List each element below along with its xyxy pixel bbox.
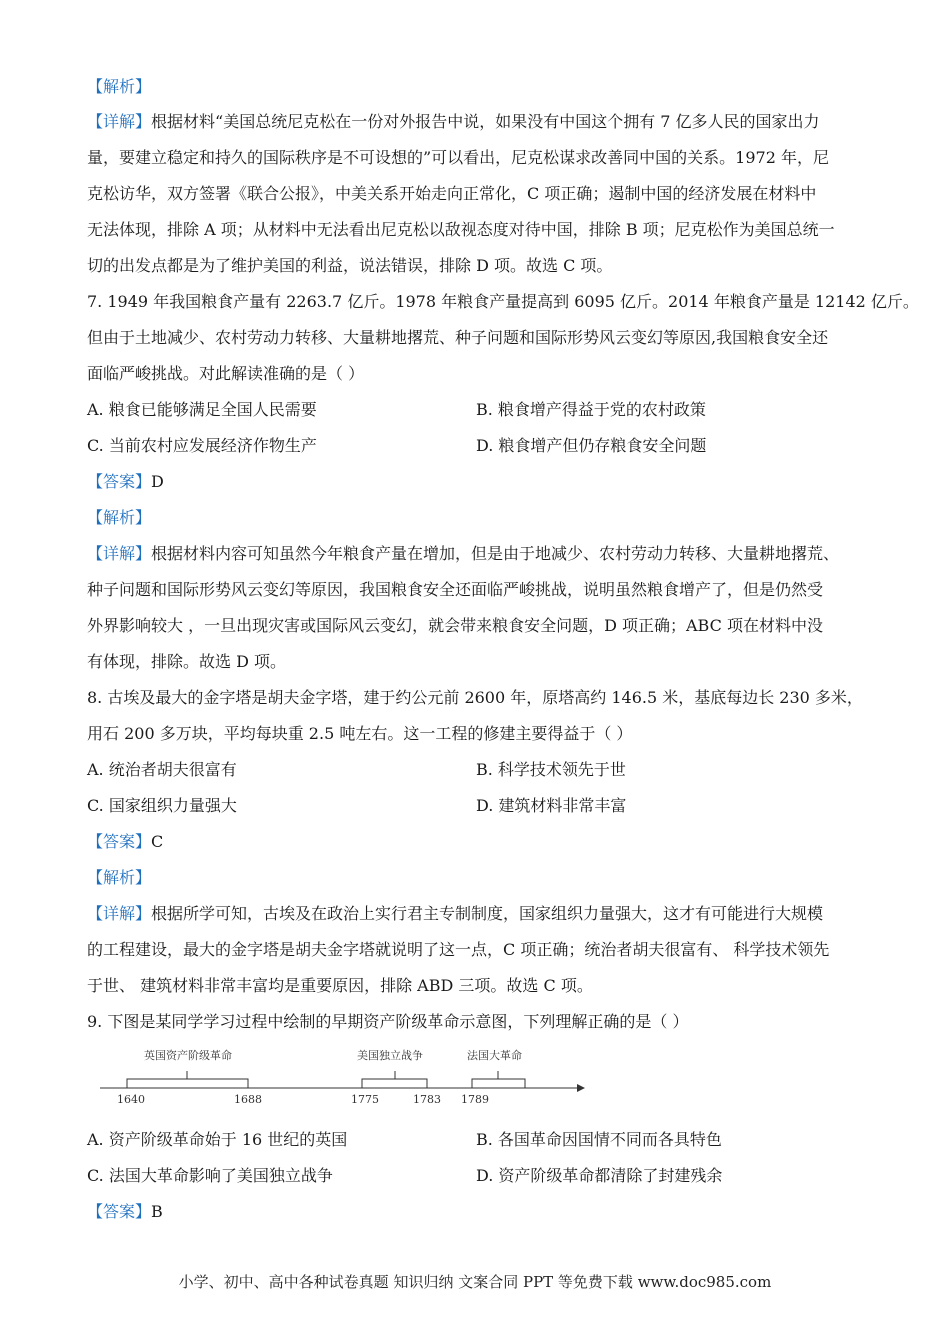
detail-line: 的工程建设，最大的金字塔是胡夫金字塔就说明了这一点，C 项正确；统治者胡夫很富有、 科学技术领先 (87, 940, 830, 959)
option-a: A. 统治者胡夫很富有 (87, 760, 237, 779)
timeline-label-french: 法国大革命 (467, 1049, 522, 1062)
question-stem: 面临严峻挑战。对此解读准确的是（ ） (87, 364, 365, 383)
option-d: D. 建筑材料非常丰富 (476, 796, 627, 815)
detail-line: 【详解】根据所学可知，古埃及在政治上实行君主专制制度，国家组织力量强大，这才有可能进行大规模 (87, 904, 824, 923)
detail-line: 【详解】根据材料“美国总统尼克松在一份对外报告中说，如果没有中国这个拥有 7 亿多人民的国家出力 (87, 112, 820, 131)
timeline-year: 1688 (234, 1093, 262, 1106)
detail-line: 无法体现，排除 A 项；从材料中无法看出尼克松以敌视态度对待中国，排除 B 项；尼克松作为美国总统一 (87, 220, 835, 239)
timeline-arrow (577, 1084, 585, 1092)
timeline-year: 1783 (413, 1093, 441, 1106)
option-d: D. 粮食增产但仍存粮食安全问题 (476, 436, 707, 455)
revolution-timeline-diagram (95, 1040, 595, 1110)
bracket-french-revolution (472, 1079, 525, 1088)
option-b: B. 粮食增产得益于党的农村政策 (476, 400, 706, 419)
analysis-tag: 【解析】 (87, 77, 152, 96)
answer-tag: 【答案】 (87, 832, 152, 851)
question-stem: 但由于土地减少、农村劳动力转移、大量耕地撂荒、种子问题和国际形势风云变幻等原因,我国粮食安全还 (87, 328, 829, 347)
detail-line: 切的出发点都是为了维护美国的利益，说法错误，排除 D 项。故选 C 项。 (87, 256, 613, 275)
option-d: D. 资产阶级革命都清除了封建残余 (476, 1166, 723, 1185)
detail-tag: 【详解】 (87, 112, 152, 131)
detail-line: 量，要建立稳定和持久的国际秩序是不可设想的”可以看出，尼克松谋求改善同中国的关系。1972 年，尼 (87, 148, 829, 167)
detail-line: 有体现，排除。故选 D 项。 (87, 652, 287, 671)
answer-line (87, 472, 877, 492)
option-a: A. 粮食已能够满足全国人民需要 (87, 400, 317, 419)
timeline-label-american: 美国独立战争 (357, 1049, 423, 1062)
detail-line: 克松访华，双方签署《联合公报》，中美关系开始走向正常化，C 项正确；遏制中国的经济发展在材料中 (87, 184, 817, 203)
answer-value: B (151, 1202, 163, 1221)
option-a: A. 资产阶级革命始于 16 世纪的英国 (87, 1130, 348, 1149)
analysis-tag: 【解析】 (87, 868, 152, 887)
answer-value: C (151, 832, 164, 851)
option-b: B. 各国革命因国情不同而各具特色 (476, 1130, 722, 1149)
question-stem: 用石 200 多万块，平均每块重 2.5 吨左右。这一工程的修建主要得益于（ ） (87, 724, 633, 743)
analysis-tag: 【解析】 (87, 508, 152, 527)
answer-value: D (151, 472, 164, 491)
bracket-english-revolution (127, 1079, 248, 1088)
timeline-year: 1789 (461, 1093, 489, 1106)
detail-tag: 【详解】 (87, 904, 152, 923)
option-b: B. 科学技术领先于世 (476, 760, 626, 779)
answer-tag: 【答案】 (87, 1202, 152, 1221)
detail-line: 外界影响较大 ，一旦出现灾害或国际风云变幻，就会带来粮食安全问题，D 项正确；ABC 项在材料中没 (87, 616, 823, 635)
question-stem: 9. 下图是某同学学习过程中绘制的早期资产阶级革命示意图，下列理解正确的是（ ） (87, 1012, 689, 1031)
answer-line (87, 832, 877, 852)
detail-tag: 【详解】 (87, 544, 152, 563)
option-c: C. 法国大革命影响了美国独立战争 (87, 1166, 333, 1185)
detail-line: 于世、 建筑材料非常丰富均是重要原因，排除 ABD 三项。故选 C 项。 (87, 976, 593, 995)
timeline-label-english: 英国资产阶级革命 (144, 1049, 232, 1062)
answer-line (87, 1202, 877, 1222)
bracket-american-war (362, 1079, 427, 1088)
timeline-year: 1775 (351, 1093, 379, 1106)
page-footer: 小学、初中、高中各种试卷真题 知识归纳 文案合同 PPT 等免费下载 www.doc985.com (178, 1273, 772, 1291)
option-c: C. 当前农村应发展经济作物生产 (87, 436, 317, 455)
answer-tag: 【答案】 (87, 472, 152, 491)
question-stem: 7. 1949 年我国粮食产量有 2263.7 亿斤。1978 年粮食产量提高到 6095 亿斤。2014 年粮食产量是 12142 亿斤。 (87, 292, 919, 311)
question-stem: 8. 古埃及最大的金字塔是胡夫金字塔，建于约公元前 2600 年，原塔高约 146.5 米，基底每边长 230 多米， (87, 688, 863, 707)
detail-line: 【详解】根据材料内容可知虽然今年粮食产量在增加，但是由于地减少、农村劳动力转移、大量耕地撂荒、 (87, 544, 840, 563)
timeline-year: 1640 (117, 1093, 145, 1106)
option-c: C. 国家组织力量强大 (87, 796, 237, 815)
detail-line: 种子问题和国际形势风云变幻等原因，我国粮食安全还面临严峻挑战，说明虽然粮食增产了，但是仍然受 (87, 580, 824, 599)
